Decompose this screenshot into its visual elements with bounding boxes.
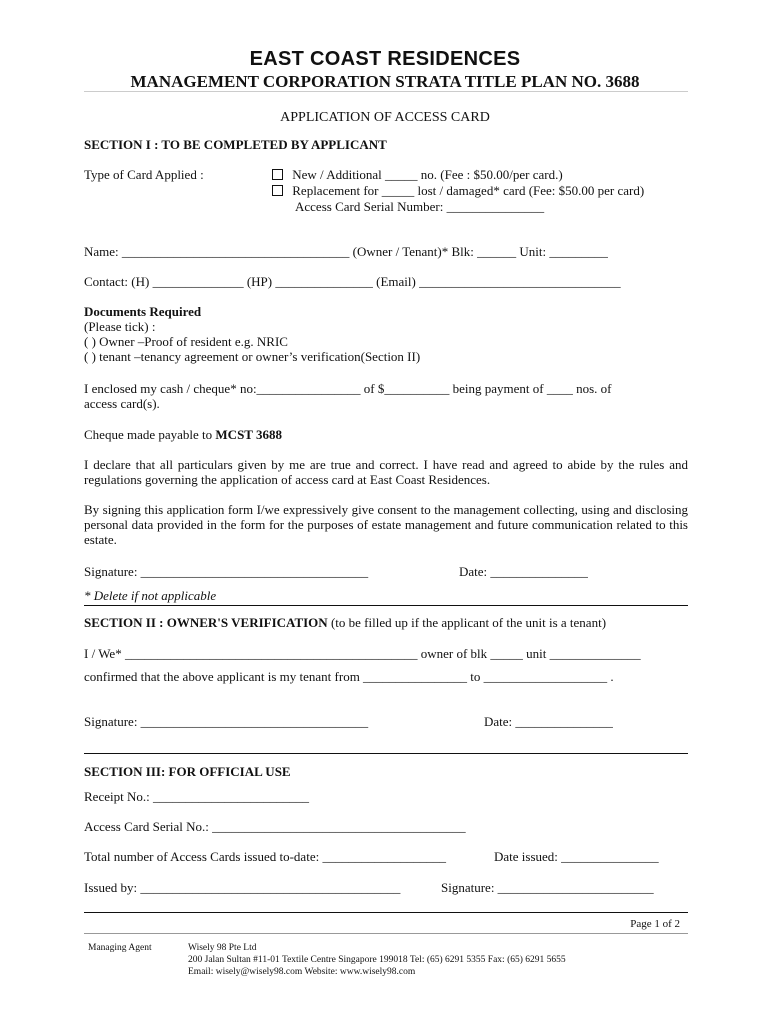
official-signature-field[interactable]: Signature: ________________________: [441, 880, 654, 895]
issued-by-field[interactable]: Issued by: ________________________________________: [84, 880, 401, 895]
option-replacement-row[interactable]: [272, 183, 644, 199]
owner-date-field[interactable]: Date: _______________: [484, 714, 613, 729]
cheque-payee: MCST 3688: [215, 427, 282, 442]
replacement-card-checkbox[interactable]: [272, 185, 283, 196]
section-2-heading: SECTION II : OWNER'S VERIFICATION: [84, 615, 328, 630]
managing-agent-contact: Email: wisely@wisely98.com Website: www.wisely98.com: [188, 967, 416, 977]
option-replacement-label: Replacement for _____ lost / damaged* card (Fee: $50.00 per card): [292, 183, 645, 198]
footer-divider: [84, 933, 688, 934]
cheque-text: Cheque made payable to: [84, 427, 216, 442]
section-3-heading: SECTION III: FOR OFFICIAL USE: [84, 764, 291, 779]
owner-signature-field[interactable]: Signature: ___________________________________: [84, 714, 369, 729]
form-title: APPLICATION OF ACCESS CARD: [280, 110, 490, 125]
enclosed-payment-cont: access card(s).: [84, 396, 160, 411]
delete-note: * Delete if not applicable: [84, 588, 217, 603]
document-subtitle: MANAGEMENT CORPORATION STRATA TITLE PLAN NO. 3688: [130, 72, 640, 91]
card-serial-field[interactable]: Access Card Serial Number: _______________: [295, 199, 545, 214]
option-new-row[interactable]: [272, 167, 563, 183]
document-title: EAST COAST RESIDENCES: [249, 48, 521, 70]
section-1-heading: SECTION I : TO BE COMPLETED BY APPLICANT: [84, 137, 387, 152]
section-1-divider: [84, 605, 688, 606]
card-type-label: Type of Card Applied :: [84, 167, 204, 182]
managing-agent-name: Wisely 98 Pte Ltd: [188, 943, 257, 953]
official-serial-field[interactable]: Access Card Serial No.: _______________________________________: [84, 819, 466, 834]
name-field[interactable]: Name: ___________________________________ (Owner / Tenant)* Blk: ______ Unit: _________: [84, 244, 608, 259]
tenancy-period-field[interactable]: confirmed that the above applicant is my tenant from ________________ to ___________________ .: [84, 669, 614, 684]
applicant-signature-field[interactable]: Signature: ___________________________________: [84, 564, 369, 579]
documents-tick-note: (Please tick) :: [84, 319, 156, 334]
documents-heading: Documents Required: [84, 304, 202, 319]
contact-field[interactable]: Contact: (H) ______________ (HP) _______________ (Email) _______________________________: [84, 274, 621, 289]
page-number: Page 1 of 2: [630, 918, 680, 930]
option-new-label: New / Additional _____ no. (Fee : $50.00/per card.): [292, 167, 563, 182]
managing-agent-label: Managing Agent: [88, 943, 152, 953]
consent-text: By signing this application form I/we expressively give consent to the management collecting, using and disclosing personal data provided in the form for the purposes of estate management and future communication related to this estate.: [84, 502, 688, 547]
declaration-text: I declare that all particulars given by me are true and correct. I have read and agreed to abide by the rules and regulations governing the application of access card at East Coast Residences.: [84, 457, 688, 487]
doc-tenant-option[interactable]: ( ) tenant –tenancy agreement or owner’s verification(Section II): [84, 349, 421, 364]
doc-owner-option[interactable]: ( ) Owner –Proof of resident e.g. NRIC: [84, 334, 288, 349]
section-2-heading-note: (to be filled up if the applicant of the unit is a tenant): [327, 615, 607, 630]
total-cards-field[interactable]: Total number of Access Cards issued to-date: ___________________: [84, 849, 446, 864]
applicant-date-field[interactable]: Date: _______________: [459, 564, 588, 579]
date-issued-field[interactable]: Date issued: _______________: [494, 849, 659, 864]
section-2-heading-row: [84, 615, 606, 631]
new-card-checkbox[interactable]: [272, 169, 283, 180]
owner-name-field[interactable]: I / We* _____________________________________________ owner of blk _____ unit ______________: [84, 646, 641, 661]
managing-agent-address: 200 Jalan Sultan #11-01 Textile Centre Singapore 199018 Tel: (65) 6291 5355 Fax: (65) 6291 5655: [188, 955, 566, 965]
cheque-note: [84, 427, 282, 443]
enclosed-payment-field[interactable]: I enclosed my cash / cheque* no:________________ of $__________ being payment of ____ nos. of: [84, 381, 612, 396]
section-2-divider: [84, 753, 688, 754]
receipt-number-field[interactable]: Receipt No.: ________________________: [84, 789, 309, 804]
header-divider: [84, 91, 688, 92]
section-3-divider: [84, 912, 688, 913]
